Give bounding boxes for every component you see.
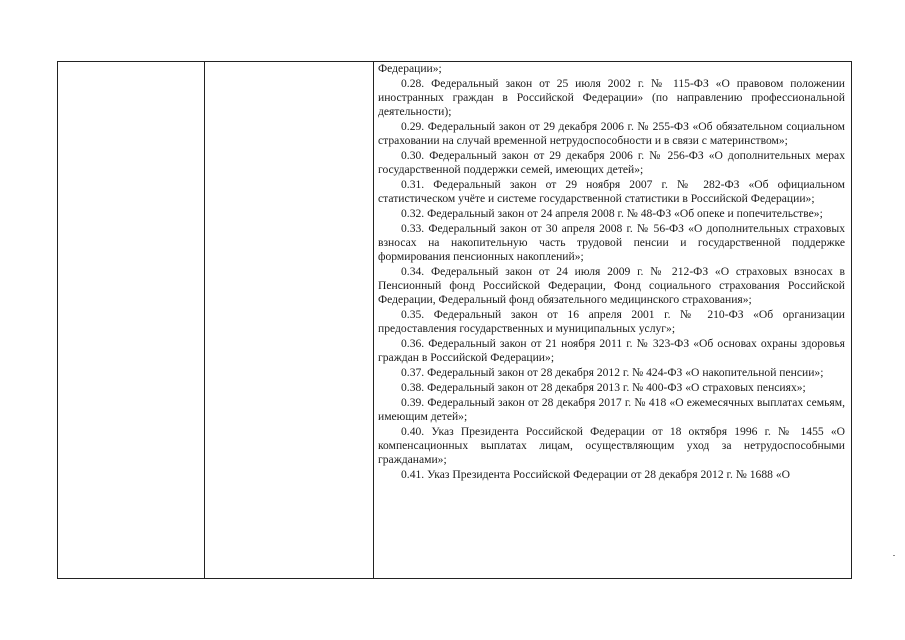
paragraph-0-31: 0.31. Федеральный закон от 29 ноября 2007 г. № 282-ФЗ «Об официальном статистическом учёте и системе государственной статистики в Российской Федерации»; (378, 178, 845, 206)
paragraph-0-33: 0.33. Федеральный закон от 30 апреля 2008 г. № 56-ФЗ «О дополнительных страховых взносах на накопительную часть трудовой пенсии и государственной поддержке формирования пенсионных накоплений»; (378, 221, 845, 264)
paragraph-0-28: 0.28. Федеральный закон от 25 июля 2002 г. № 115-ФЗ «О правовом положении иностранных граждан в Российской Федерации» (по направлению профессиональной деятельности); (378, 76, 845, 119)
table-cell-legal-basis (378, 62, 845, 483)
paragraph-0-30: 0.30. Федеральный закон от 29 декабря 2006 г. № 256-ФЗ «О дополнительных мерах государственной поддержки семей, имеющих детей»; (378, 149, 845, 177)
paragraph-0-32: 0.32. Федеральный закон от 24 апреля 2008 г. № 48-ФЗ «Об опеке и попечительстве»; (401, 207, 823, 220)
scan-artifact (893, 555, 895, 556)
paragraph-0-36: 0.36. Федеральный закон от 21 ноября 2011 г. № 323-ФЗ «Об основах охраны здоровья граждан в Российской Федерации»; (378, 337, 845, 365)
paragraph-continuation: Федерации»; (378, 62, 442, 75)
paragraph-0-38: 0.38. Федеральный закон от 28 декабря 2013 г. № 400-ФЗ «О страховых пенсиях»; (401, 381, 806, 394)
paragraph-0-35: 0.35. Федеральный закон от 16 апреля 2001 г. № 210-ФЗ «Об организации предоставления государственных и муниципальных услуг»; (378, 308, 845, 336)
paragraph-0-41: 0.41. Указ Президента Российской Федерации от 28 декабря 2012 г. № 1688 «О (401, 468, 791, 481)
column-divider-1 (204, 62, 205, 578)
column-divider-2 (373, 62, 374, 578)
paragraph-0-29: 0.29. Федеральный закон от 29 декабря 2006 г. № 255-ФЗ «Об обязательном социальном страховании на случай временной нетрудоспособности и в связи с материнством»; (378, 120, 845, 148)
paragraph-0-39: 0.39. Федеральный закон от 28 декабря 2017 г. № 418 «О ежемесячных выплатах семьям, имеющим детей»; (378, 395, 845, 423)
paragraph-0-34: 0.34. Федеральный закон от 24 июля 2009 г. № 212-ФЗ «О страховых взносах в Пенсионный фонд Российской Федерации, Фонд социального страхования Российской Федерации, Федеральный фонд обязательного медицинского страхования»; (378, 265, 845, 307)
paragraph-0-37: 0.37. Федеральный закон от 28 декабря 2012 г. № 424-ФЗ «О накопительной пенсии»; (401, 366, 824, 380)
paragraph-0-40: 0.40. Указ Президента Российской Федерации от 18 октября 1996 г. № 1455 «О компенсационных выплатах лицам, осуществляющим уход за нетрудоспособными гражданами»; (378, 424, 845, 467)
legal-table (57, 61, 852, 579)
